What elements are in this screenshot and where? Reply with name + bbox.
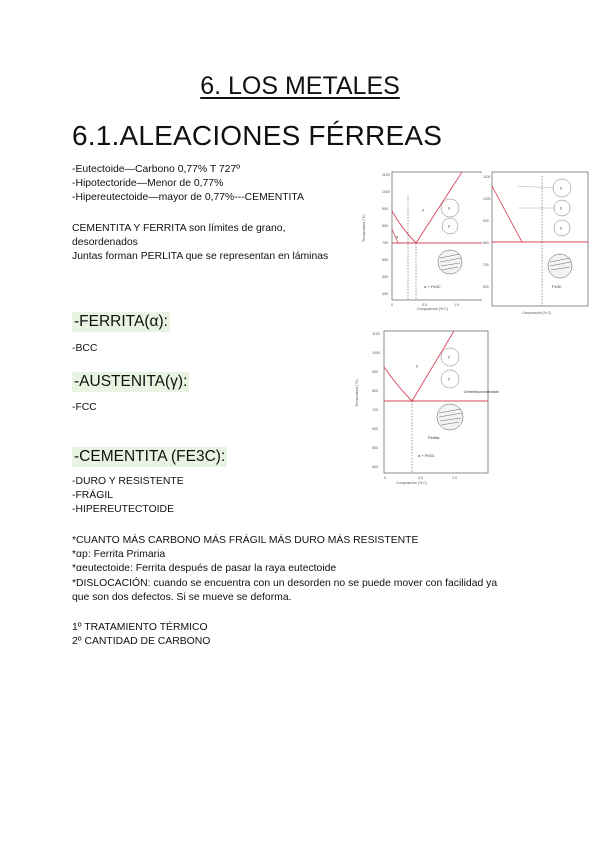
y-tick: 800 — [382, 224, 388, 228]
x-axis-label: Composición (% C) — [417, 307, 448, 311]
microstructure-circle — [441, 370, 459, 388]
y-tick: 800 — [372, 389, 378, 393]
phase-label: γ — [448, 223, 450, 228]
y-tick: 700 — [382, 241, 388, 245]
phase-label: γ — [448, 205, 450, 210]
y-tick: 900 — [382, 207, 388, 211]
factors-block — [72, 621, 210, 649]
factor-line: 1º TRATAMIENTO TÉRMICO — [72, 622, 208, 633]
phase-boundary — [492, 186, 522, 242]
y-tick: 700 — [483, 263, 489, 267]
y-tick: 700 — [372, 408, 378, 412]
cementita-items — [72, 475, 184, 518]
note-line: CEMENTITA Y FERRITA son límites de grano, — [72, 223, 286, 234]
austenita-item: -FCC — [72, 402, 97, 413]
x-tick: 0.5 — [422, 303, 427, 307]
phase-label: α — [396, 234, 399, 239]
y-tick: 400 — [372, 465, 378, 469]
plot-frame — [492, 172, 588, 306]
y-tick: 800 — [483, 241, 489, 245]
y-tick: 1000 — [483, 197, 491, 201]
cementita-note — [72, 222, 328, 265]
x-tick: 0.5 — [418, 476, 423, 480]
notes-block — [72, 534, 497, 605]
microstructure-circle — [441, 348, 459, 366]
note-line: Juntas forman PERLITA que se representan en láminas — [72, 251, 329, 263]
phase-label: α + Fe3C — [424, 284, 441, 289]
cementita-item: -DURO Y RESISTENTE — [72, 476, 184, 487]
y-tick: 1000 — [382, 190, 390, 194]
phase-label: α + Fe3C — [418, 453, 435, 458]
austenita-heading: -AUSTENITA(γ): — [74, 373, 188, 390]
y-tick: 600 — [372, 427, 378, 431]
plot-frame — [384, 331, 488, 473]
microstructure-circle — [554, 220, 570, 236]
phase-label: γ — [560, 185, 562, 190]
y-axis-label: Temperatura (°C) — [355, 379, 359, 407]
definition-line: -Hipereutectoide—mayor de 0,77%---CEMENTITA — [72, 192, 304, 204]
note-line: desordenados — [72, 237, 138, 249]
definition-line: -Eutectoide—Carbono 0,77% T 727º — [72, 164, 241, 175]
y-tick: 400 — [382, 292, 388, 296]
cementita-heading: -CEMENTITA (FE3C): — [74, 448, 226, 465]
microstructure-circle — [441, 199, 459, 217]
phase-boundary — [384, 331, 454, 401]
pearlite-circle — [438, 250, 462, 274]
factor-line: 2º CANTIDAD DE CARBONO — [72, 636, 211, 648]
x-tick: 1.0 — [454, 303, 459, 307]
y-tick: 500 — [372, 446, 378, 450]
microstructure-circle — [553, 179, 571, 197]
ferrita-item: -BCC — [72, 343, 98, 354]
leader-line — [518, 186, 554, 188]
pearlite-circle — [437, 404, 463, 430]
phase-boundary — [392, 172, 462, 243]
phase-label: γ — [448, 376, 450, 381]
y-tick: 1100 — [372, 332, 380, 336]
note-line: que son dos defectos. Si se mueve se deforma. — [72, 591, 292, 603]
phase-diagram-hypoeutectoid — [362, 166, 490, 310]
y-tick: 600 — [483, 285, 489, 289]
phase-label: γ — [422, 207, 424, 212]
x-tick: 0 — [384, 476, 386, 480]
definitions-block — [72, 163, 304, 206]
y-tick: 900 — [483, 219, 489, 223]
y-tick: 500 — [382, 275, 388, 279]
y-tick: 600 — [382, 258, 388, 262]
x-axis-label: Composición (% C) — [522, 311, 552, 315]
definition-line: -Hipotectoride—Menor de 0,77% — [72, 178, 224, 190]
microstructure-circle — [554, 200, 570, 216]
phase-diagram-hypereutectoid — [482, 166, 592, 316]
plot-frame — [392, 172, 491, 300]
x-tick: 0 — [391, 303, 393, 307]
phase-label: Cementita proeutectoide — [464, 390, 499, 394]
pearlite-circle — [548, 254, 572, 278]
phase-label: γ — [560, 205, 562, 210]
phase-label: γ — [560, 225, 562, 230]
y-tick: 1100 — [483, 175, 491, 179]
section-subtitle: 6.1.ALEACIONES FÉRREAS — [72, 120, 443, 151]
phase-label: γ — [448, 354, 450, 359]
y-tick: 1000 — [372, 351, 380, 355]
y-tick: 1100 — [382, 173, 390, 177]
cementita-item: -HIPEREUTECTOIDE — [72, 504, 174, 516]
phase-diagram-eutectoid — [354, 327, 499, 487]
page-title: 6. LOS METALES — [200, 72, 400, 100]
ferrita-heading: -FERRITA(α): — [74, 313, 168, 330]
x-axis-label: Composición (% C) — [396, 481, 427, 485]
phase-label: Perlita — [428, 435, 440, 440]
microstructure-circle — [442, 218, 458, 234]
note-line: *CUANTO MÁS CARBONO MÁS FRÁGIL MÁS DURO MÁS RESISTENTE — [72, 535, 419, 546]
note-line: *DISLOCACIÓN: cuando se encuentra con un desorden no se puede mover con facilidad ya — [72, 577, 498, 589]
note-line: *αeutectoide: Ferrita después de pasar la raya eutectoide — [72, 563, 337, 575]
y-tick: 900 — [372, 370, 378, 374]
x-tick: 1.0 — [452, 476, 457, 480]
cementita-item: -FRÁGIL — [72, 490, 113, 502]
phase-label: γ — [416, 363, 418, 368]
y-axis-label: Temperatura (°C) — [362, 214, 366, 242]
phase-label: Fe3C — [552, 284, 562, 289]
note-line: *αp: Ferrita Primaria — [72, 549, 166, 561]
